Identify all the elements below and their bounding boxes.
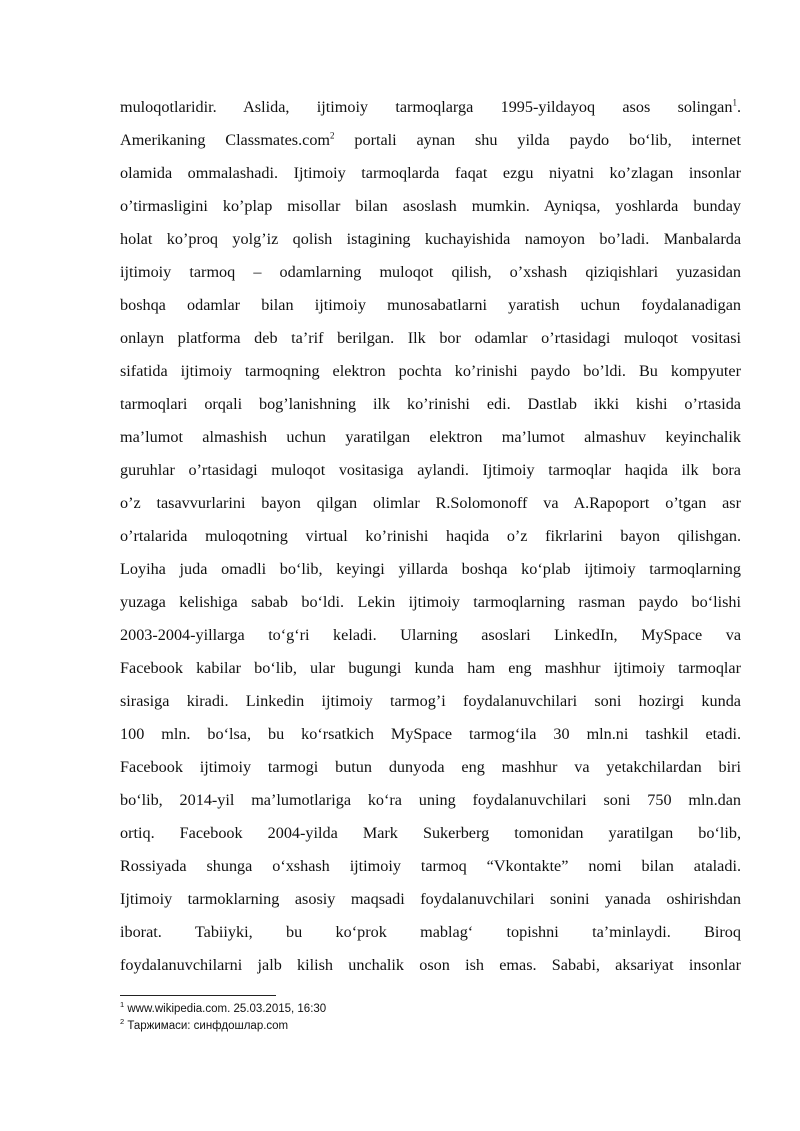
line-text: Facebook ijtimoiy tarmogi butun dunyoda eng mashhur va yetakchilardan biri (120, 758, 741, 776)
line-text: o’z tasavvurlarini bayon qilgan olimlar R.Solomonoff va A.Rapoport o’tgan asr (120, 494, 741, 512)
text-line (120, 520, 741, 553)
text-line (120, 751, 741, 784)
footnote-reference: 1 (732, 97, 737, 108)
text-line (120, 124, 741, 157)
text-line (120, 718, 741, 751)
line-text: olamida ommalashadi. Ijtimoiy tarmoqlarda faqat ezgu niyatni ko’zlagan insonlar (120, 164, 741, 182)
line-text: Loyiha juda omadli bo‘lib, keyingi yillarda boshqa ko‘plab ijtimoiy tarmoqlarning (120, 560, 741, 578)
line-text: 2003-2004-yillarga to‘g‘ri keladi. Ularning asoslari LinkedIn, MySpace va (120, 626, 741, 644)
line-text: holat ko’proq yolg’iz qolish istagining kuchayishida namoyon bo’ladi. Manbalarda (120, 230, 741, 248)
line-text: Facebook kabilar bo‘lib, ular bugungi kunda ham eng mashhur ijtimoiy tarmoqlar (120, 659, 741, 677)
line-text: bo‘lib, 2014-yil ma’lumotlariga ko‘ra uning foydalanuvchilari soni 750 mln.dan (120, 791, 741, 809)
text-line (120, 916, 741, 949)
line-text-tail: portali aynan shu yilda paydo bo‘lib, internet (334, 131, 741, 149)
text-line (120, 91, 741, 124)
text-line (120, 355, 741, 388)
line-text: boshqa odamlar bilan ijtimoiy munosabatlarni yaratish uchun foydalanadigan (120, 296, 741, 314)
line-text: sirasiga kiradi. Linkedin ijtimoiy tarmog’i foydalanuvchilari soni hozirgi kunda (120, 692, 741, 710)
line-text: Ijtimoiy tarmoklarning asosiy maqsadi foydalanuvchilari sonini yanada oshirishdan (120, 890, 741, 908)
line-text: ma’lumot almashish uchun yaratilgan elektron ma’lumot almashuv keyinchalik (120, 428, 741, 446)
line-text: sifatida ijtimoiy tarmoqning elektron pochta ko’rinishi paydo bo’ldi. Bu kompyuter (120, 362, 741, 380)
line-text: foydalanuvchilarni jalb kilish unchalik oson ish emas. Sababi, aksariyat insonlar (120, 956, 741, 974)
text-line (120, 487, 741, 520)
line-text: tarmoqlari orqali bog’lanishning ilk ko’rinishi edi. Dastlab ikki kishi o’rtasida (120, 395, 741, 413)
text-line (120, 454, 741, 487)
footnotes (120, 1001, 740, 1035)
text-line (120, 883, 741, 916)
footnote-number: 2 (120, 1017, 125, 1027)
text-line (120, 553, 741, 586)
text-line (120, 685, 741, 718)
text-line (120, 817, 741, 850)
text-line (120, 586, 741, 619)
line-text: ortiq. Facebook 2004-yilda Mark Sukerberg tomonidan yaratilgan bo‘lib, (120, 824, 741, 842)
text-line (120, 190, 741, 223)
text-line (120, 157, 741, 190)
text-line (120, 322, 741, 355)
text-line (120, 850, 741, 883)
line-text: yuzaga kelishiga sabab bo‘ldi. Lekin ijtimoiy tarmoqlarning rasman paydo bo‘lishi (120, 593, 741, 611)
line-text: ijtimoiy tarmoq – odamlarning muloqot qilish, o’xshash qiziqishlari yuzasidan (120, 263, 741, 281)
footnote (120, 1018, 740, 1035)
line-text: 100 mln. bo‘lsa, bu ko‘rsatkich MySpace tarmog‘ila 30 mln.ni tashkil etadi. (120, 725, 741, 743)
footnote-separator (120, 995, 276, 996)
line-text: guruhlar o’rtasidagi muloqot vositasiga aylandi. Ijtimoiy tarmoqlar haqida ilk bora (120, 461, 741, 479)
body-text (120, 91, 741, 982)
footnote-reference: 2 (330, 130, 335, 141)
text-line (120, 784, 741, 817)
line-text: o’rtalarida muloqotning virtual ko’rinishi haqida o’z fikrlarini bayon qilishgan. (120, 527, 741, 545)
line-text: Rossiyada shunga o‘xshash ijtimoiy tarmoq “Vkontakte” nomi bilan ataladi. (120, 857, 741, 875)
line-text: onlayn platforma deb ta’rif berilgan. Ilk bor odamlar o’rtasidagi muloqot vositasi (120, 329, 741, 347)
text-line (120, 652, 741, 685)
text-line (120, 256, 741, 289)
line-text-tail: . (736, 98, 741, 116)
line-text: Amerikaning Classmates.com (120, 131, 331, 149)
text-line (120, 619, 741, 652)
text-line (120, 388, 741, 421)
line-text: iborat. Tabiiyki, bu ko‘prok mablag‘ topishni ta’minlaydi. Biroq (120, 923, 741, 941)
text-line (120, 223, 741, 256)
text-line (120, 949, 741, 982)
footnote-number: 1 (120, 1000, 125, 1010)
line-text: o’tirmasligini ko’plap misollar bilan asoslash mumkin. Ayniqsa, yoshlarda bunday (120, 197, 741, 215)
footnote (120, 1001, 740, 1018)
text-line (120, 289, 741, 322)
text-line (120, 421, 741, 454)
footnote-text: Таржимаси: синфдошлар.com (124, 1020, 289, 1032)
line-text: muloqotlaridir. Aslida, ijtimoiy tarmoqlarga 1995-yildayoq asos solingan (120, 98, 733, 116)
footnote-text: www.wikipedia.com. 25.03.2015, 16:30 (124, 1003, 327, 1015)
